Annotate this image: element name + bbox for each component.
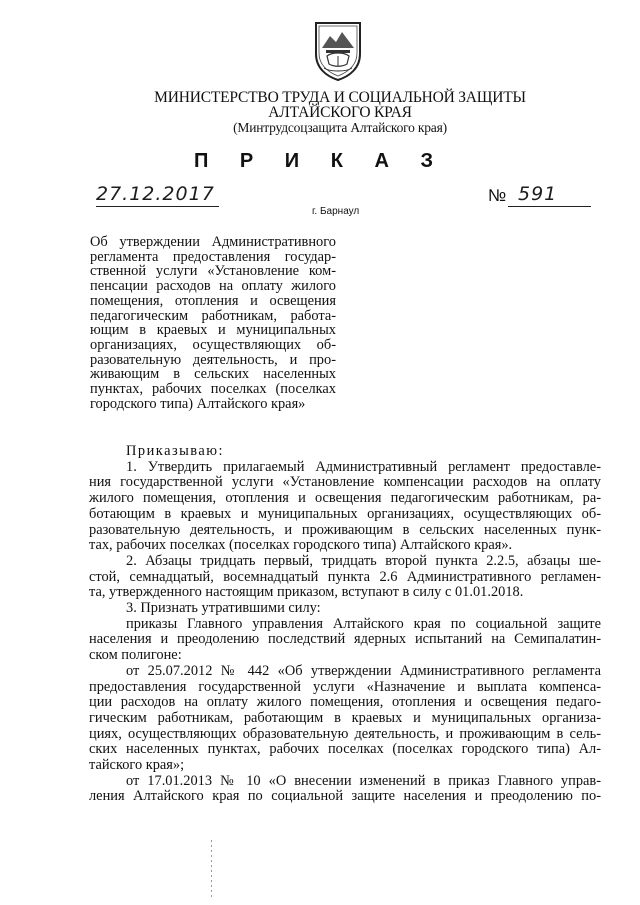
paragraph-1-line: 1. Утвердить прилагаемый Административный регламент предоставле-	[126, 458, 601, 475]
order-subject	[90, 235, 336, 411]
paragraph-5-line: от 25.07.2012 № 442 «Об утверждении Административного регламента	[126, 662, 601, 679]
paragraph-6-line: от 17.01.2013 № 10 «О внесении изменений в приказ Главного управ-	[126, 772, 601, 789]
ministry-name-line1: МИНИСТЕРСТВО ТРУДА И СОЦИАЛЬНОЙ ЗАЩИТЫ	[154, 89, 526, 106]
paragraph-4-line: населения и преодолению последствий ядерных испытаний на Семипалатин-	[89, 631, 601, 648]
paragraph-5-line: циях, осуществляющих образовательную деятельность, и проживающим в сель-	[89, 725, 601, 742]
paragraph-1-line: жилого помещения, отопления и освещения педагогическим работникам, ра-	[89, 490, 601, 507]
subject-line: педагогическим работникам, работа-	[90, 307, 336, 324]
order-date: 27.12.2017	[96, 183, 215, 205]
subject-line: ственной услуги «Установление ком-	[90, 263, 336, 280]
subject-line: пенсации расходов на оплату жилого	[90, 278, 336, 295]
subject-line: Об утверждении Административного	[90, 234, 336, 250]
paragraph-5-line: ских населенных пунктах, рабочих поселках (поселках городского типа) Ал-	[89, 741, 601, 758]
paragraph-2-line: та, утвержденного настоящим приказом, вступают в силу с 01.01.2018.	[89, 584, 524, 601]
subject-line: разовательную деятельность, и про-	[90, 351, 336, 368]
paragraph-5-line: ции расходов на оплату жилого помещения, отопления и освещения педаго-	[89, 694, 601, 711]
paragraph-5-line: тайского края»;	[89, 757, 185, 774]
paragraph-6-line: ления Алтайского края по социальной защите населения и преодолению по-	[89, 788, 601, 805]
paragraph-4-line: приказы Главного управления Алтайского края по социальной защите	[126, 615, 601, 632]
paragraph-1-line: ботающим в краевых и муниципальных организациях, осуществляющих об-	[89, 505, 601, 522]
paragraph-4-line: ском полигоне:	[89, 647, 182, 664]
order-word: Приказываю:	[126, 443, 225, 459]
ministry-short-name: (Минтрудсоцзащита Алтайского края)	[233, 120, 447, 135]
paragraph-1-line: тах, рабочих поселках (поселках городского типа) Алтайского края».	[89, 537, 513, 554]
order-number-field	[508, 180, 591, 207]
paragraph-3: 3. Признать утратившими силу:	[126, 600, 321, 617]
subject-line: пунктах, рабочих поселках (поселках	[90, 381, 336, 398]
paragraph-1-line: разовательную деятельность, и проживающим в сельских населенных пунк-	[89, 521, 601, 538]
ministry-header	[150, 90, 530, 135]
order-number-label: №	[488, 186, 507, 205]
paragraph-2-line: стой, семнадцатый, восемнадцатый пункта 2.6 Административного регламен-	[89, 568, 601, 585]
paragraph-5-line: гическим работникам, работающим в краевых и муниципальных организа-	[89, 709, 601, 726]
order-number: 591	[518, 183, 558, 205]
document-type-title: П Р И К А З	[193, 150, 447, 172]
paragraph-2-line: 2. Абзацы тридцать первый, тридцать второй пункта 2.2.5, абзацы ше-	[126, 552, 601, 569]
order-body	[89, 444, 601, 805]
paragraph-1-line: ния государственной услуги «Установление компенсации расходов на оплату	[89, 474, 601, 491]
ministry-name-line2: АЛТАЙСКОГО КРАЯ	[268, 104, 412, 121]
subject-line: помещения, отопления и освещения	[90, 292, 336, 309]
subject-line: ющим в краевых и муниципальных	[90, 322, 336, 339]
city-name: г. Барнаул	[312, 206, 360, 217]
subject-line: регламента предоставления государ-	[90, 248, 336, 265]
order-date-field	[96, 180, 219, 207]
subject-line: живающим в сельских населенных	[90, 366, 336, 383]
scan-artifact-line	[211, 840, 212, 900]
subject-line: городского типа) Алтайского края»	[90, 395, 306, 412]
subject-line: организациях, осуществляющих об-	[90, 336, 336, 353]
coat-of-arms-icon	[312, 20, 364, 82]
paragraph-5-line: предоставления государственной услуги «Назначение и выплата компенса-	[89, 678, 601, 695]
